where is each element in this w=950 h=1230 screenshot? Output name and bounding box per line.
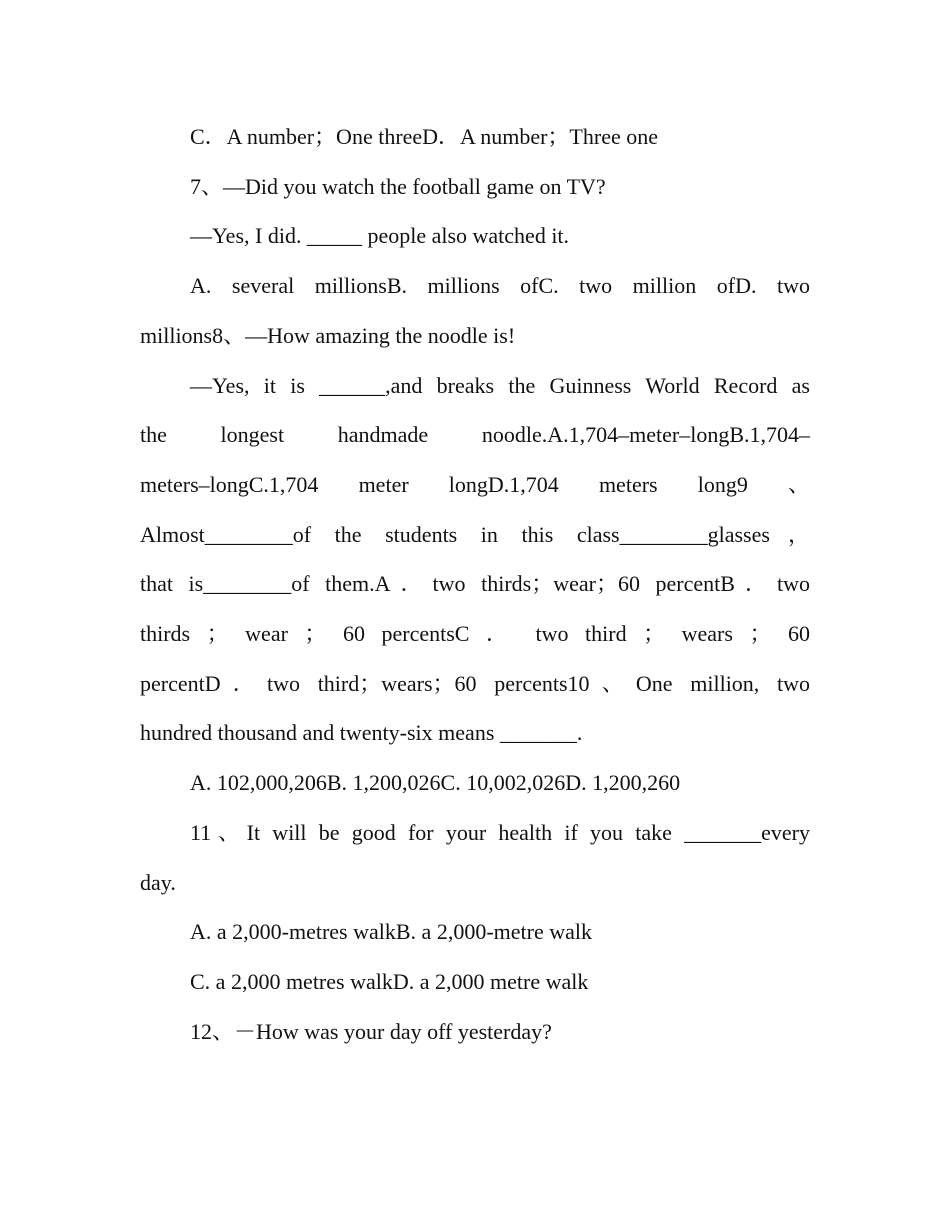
text-line: C．A number；One threeD．A number；Three one xyxy=(190,124,658,149)
text-line: day. xyxy=(140,869,176,895)
text-line: meters–longC.1,704 meter longD.1,704 meters long9 、 xyxy=(140,471,810,497)
question-11-options-cd: C. a 2,000 metres walkD. a 2,000 metre walk xyxy=(190,968,589,994)
question-10-stem: percentD．two third；wears；60 percents10、One million, two xyxy=(140,670,810,696)
question-11-stem: 11、It will be good for your health if you take _______every xyxy=(190,819,810,845)
question-7-stem: 7、—Did you watch the football game on TV? xyxy=(190,173,606,199)
question-11-options-ab: A. a 2,000-metres walkB. a 2,000-metre walk xyxy=(190,919,592,945)
question-7-options: A. several millionsB. millions ofC. two million ofD. two xyxy=(190,273,810,299)
text-line: that is________of them.A．two thirds；wear；60 percentB．two xyxy=(140,571,810,597)
question-12-stem: 12、－How was your day off yesterday? xyxy=(190,1018,552,1044)
question-9-stem: Almost________of the students in this class________glasses， xyxy=(140,521,810,547)
text-line: millions8、—How amazing the noodle is! xyxy=(140,322,516,348)
question-10-options: A. 102,000,206B. 1,200,026C. 10,002,026D. 1,200,260 xyxy=(190,770,681,796)
text-line: the longest handmade noodle.A.1,704–meter–longB.1,704– xyxy=(140,422,810,448)
text-line: hundred thousand and twenty-six means _______. xyxy=(140,720,583,746)
text-line: —Yes, I did. _____ people also watched it. xyxy=(190,223,570,249)
question-8-stem: —Yes, it is ______,and breaks the Guinness World Record as xyxy=(190,372,810,398)
document-text xyxy=(140,112,810,1056)
text-line: thirds ； wear ； 60 percentsC ． two third ； wears ； 60 xyxy=(140,621,810,647)
